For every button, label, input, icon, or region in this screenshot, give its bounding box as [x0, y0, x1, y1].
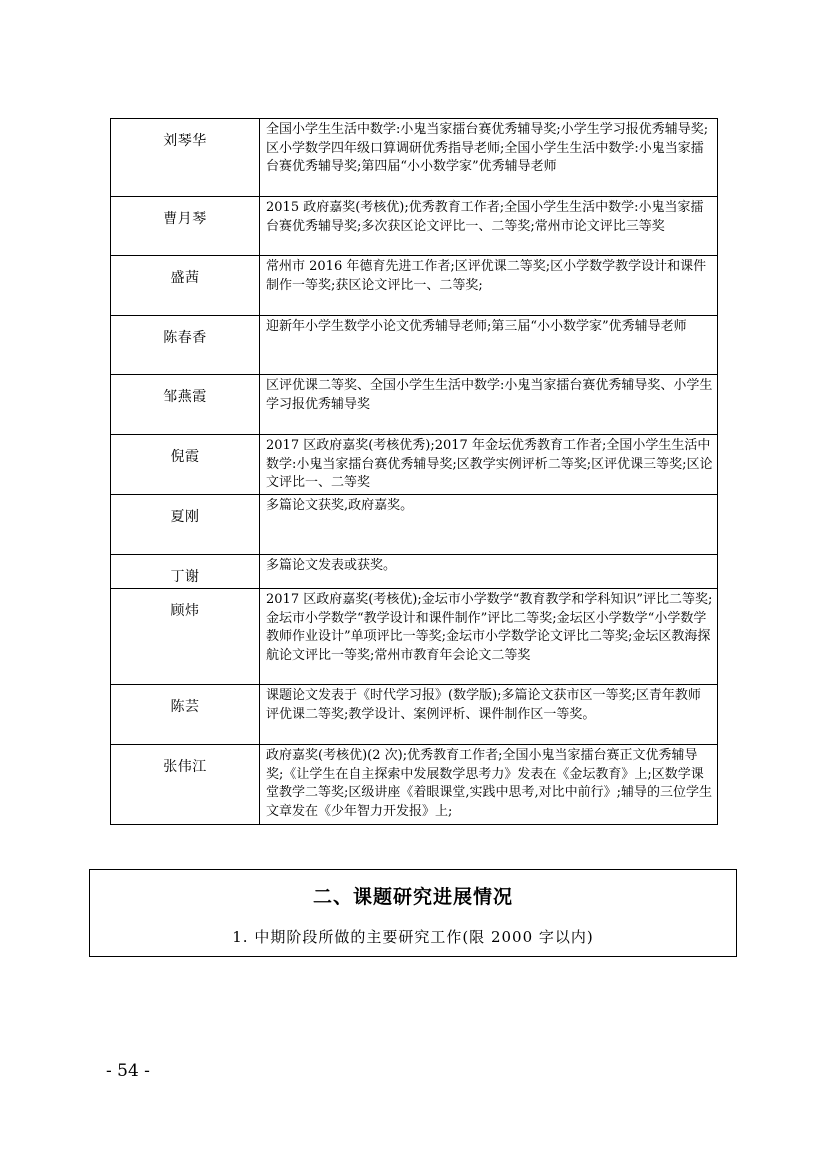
section-header-box — [89, 869, 737, 957]
table-row — [111, 589, 718, 685]
teacher-name: 曹月琴 — [111, 197, 260, 256]
teacher-name: 丁谢 — [111, 555, 260, 589]
table-row — [111, 197, 718, 256]
page-number: - 54 - — [106, 1061, 150, 1081]
award-description: 区评优课二等奖、全国小学生生活中数学:小鬼当家擂台赛优秀辅导奖、小学生学习报优秀辅导奖 — [260, 375, 718, 435]
teacher-name: 夏刚 — [111, 495, 260, 555]
award-description: 全国小学生生活中数学:小鬼当家擂台赛优秀辅导奖;小学生学习报优秀辅导奖;区小学数学四年级口算调研优秀指导老师;全国小学生生活中数学:小鬼当家擂台赛优秀辅导奖;第四届“小小数学家”优秀辅导老师 — [260, 119, 718, 197]
table-row — [111, 555, 718, 589]
award-description: 2017 区政府嘉奖(考核优);金坛市小学数学“教育教学和学科知识”评比二等奖;金坛市小学数学“教学设计和课件制作”评比二等奖;金坛区小学数学“小学数学教师作业设计”单项评比一等奖;金坛市小学数学论文评比二等奖;金坛区教海探航论文评比一等奖;常州市教育年会论文二等奖 — [260, 589, 718, 685]
award-description: 政府嘉奖(考核优)(2 次);优秀教育工作者;全国小鬼当家擂台赛正文优秀辅导奖;《让学生在自主探索中发展数学思考力》发表在《金坛教育》上;区数学课堂教学二等奖;区级讲座《着眼课堂,实践中思考,对比中前行》;辅导的三位学生文章发在《少年智力开发报》上; — [260, 745, 718, 825]
awards-table — [110, 118, 718, 825]
teacher-name: 陈芸 — [111, 685, 260, 745]
table-row — [111, 745, 718, 825]
teacher-name: 顾炜 — [111, 589, 260, 685]
teacher-name: 刘琴华 — [111, 119, 260, 197]
section-subtitle: 1. 中期阶段所做的主要研究工作(限 2000 字以内) — [232, 928, 594, 946]
teacher-name: 盛茜 — [111, 256, 260, 316]
award-description: 常州市 2016 年德育先进工作者;区评优课二等奖;区小学数学教学设计和课件制作一等奖;获区论文评比一、二等奖; — [260, 256, 718, 316]
table-row — [111, 495, 718, 555]
teacher-name: 张伟江 — [111, 745, 260, 825]
award-description: 多篇论文获奖,政府嘉奖。 — [260, 495, 718, 555]
table-row — [111, 685, 718, 745]
teacher-name: 陈春香 — [111, 316, 260, 375]
table-row — [111, 316, 718, 375]
teacher-name: 倪霞 — [111, 435, 260, 495]
table-row — [111, 119, 718, 197]
table-row — [111, 435, 718, 495]
award-description: 2015 政府嘉奖(考核优);优秀教育工作者;全国小学生生活中数学:小鬼当家擂台赛优秀辅导奖;多次获区论文评比一、二等奖;常州市论文评比三等奖 — [260, 197, 718, 256]
award-description: 课题论文发表于《时代学习报》(数学版);多篇论文获市区一等奖;区青年教师评优课二等奖;教学设计、案例评析、课件制作区一等奖。 — [260, 685, 718, 745]
award-description: 多篇论文发表或获奖。 — [260, 555, 718, 589]
table-row — [111, 256, 718, 316]
award-description: 2017 区政府嘉奖(考核优秀);2017 年金坛优秀教育工作者;全国小学生生活中数学:小鬼当家擂台赛优秀辅导奖;区教学实例评析二等奖;区评优课三等奖;区论文评比一、二等奖 — [260, 435, 718, 495]
table-row — [111, 375, 718, 435]
teacher-name: 邹燕霞 — [111, 375, 260, 435]
award-description: 迎新年小学生数学小论文优秀辅导老师;第三届“小小数学家”优秀辅导老师 — [260, 316, 718, 375]
section-title: 二、课题研究进展情况 — [312, 886, 513, 908]
